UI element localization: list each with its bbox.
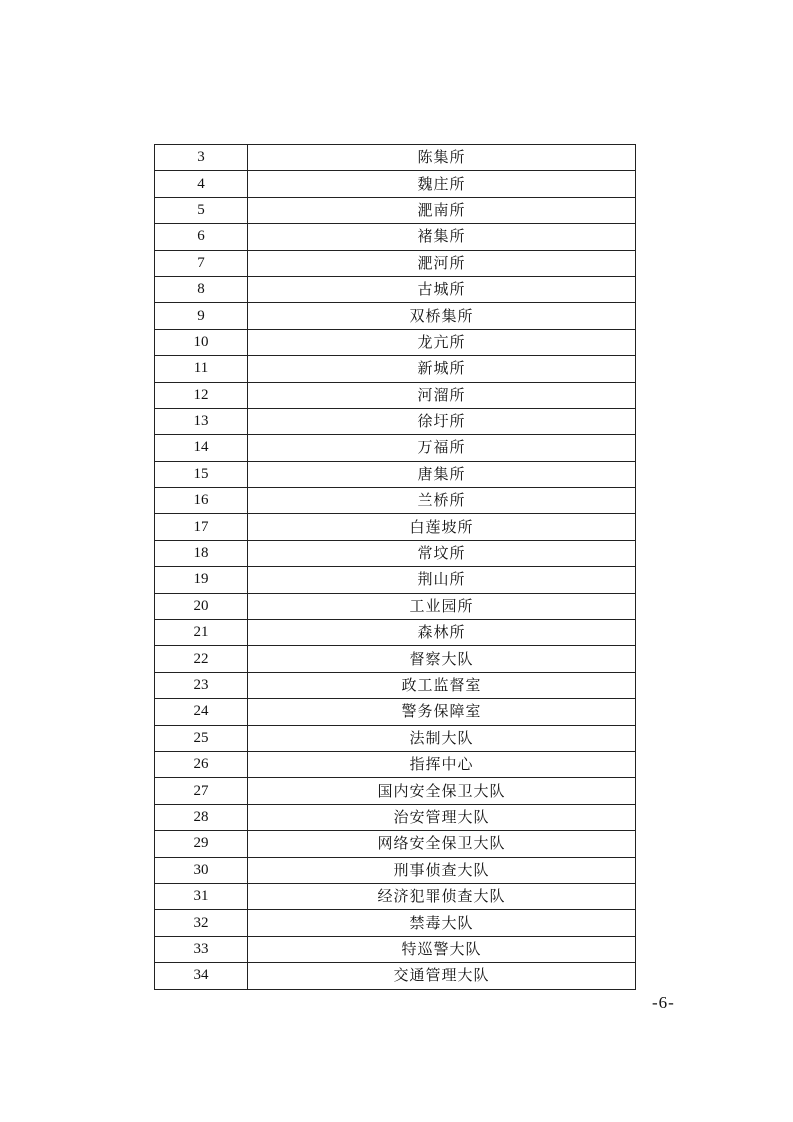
row-number-cell: 9: [155, 303, 248, 329]
table-row: [155, 646, 636, 672]
table-row: [155, 197, 636, 223]
unit-name-cell: 双桥集所: [248, 303, 636, 329]
table-row: [155, 276, 636, 302]
row-number-cell: 25: [155, 725, 248, 751]
row-number-cell: 5: [155, 197, 248, 223]
unit-name-cell: 魏庄所: [248, 171, 636, 197]
unit-name-cell: 万福所: [248, 435, 636, 461]
table-row: [155, 303, 636, 329]
table-row: [155, 883, 636, 909]
table-row: [155, 751, 636, 777]
table-row: [155, 145, 636, 171]
unit-name-cell: 法制大队: [248, 725, 636, 751]
unit-name-cell: 刑事侦查大队: [248, 857, 636, 883]
row-number-cell: 33: [155, 936, 248, 962]
table-row: [155, 936, 636, 962]
row-number-cell: 20: [155, 593, 248, 619]
row-number-cell: 21: [155, 620, 248, 646]
unit-name-cell: 兰桥所: [248, 488, 636, 514]
unit-name-cell: 白莲坡所: [248, 514, 636, 540]
row-number-cell: 14: [155, 435, 248, 461]
unit-name-cell: 指挥中心: [248, 751, 636, 777]
unit-name-cell: 唐集所: [248, 461, 636, 487]
row-number-cell: 22: [155, 646, 248, 672]
unit-table-body: [155, 145, 636, 990]
table-row: [155, 329, 636, 355]
unit-name-cell: 警务保障室: [248, 699, 636, 725]
unit-name-cell: 国内安全保卫大队: [248, 778, 636, 804]
table-row: [155, 699, 636, 725]
row-number-cell: 27: [155, 778, 248, 804]
table-row: [155, 672, 636, 698]
row-number-cell: 11: [155, 356, 248, 382]
row-number-cell: 10: [155, 329, 248, 355]
row-number-cell: 18: [155, 540, 248, 566]
table-row: [155, 488, 636, 514]
table-row: [155, 593, 636, 619]
table-row: [155, 408, 636, 434]
table-row: [155, 620, 636, 646]
unit-table: [154, 144, 636, 990]
table-row: [155, 857, 636, 883]
row-number-cell: 32: [155, 910, 248, 936]
table-row: [155, 778, 636, 804]
row-number-cell: 23: [155, 672, 248, 698]
table-row: [155, 224, 636, 250]
unit-name-cell: 督察大队: [248, 646, 636, 672]
unit-name-cell: 治安管理大队: [248, 804, 636, 830]
unit-name-cell: 河溜所: [248, 382, 636, 408]
row-number-cell: 24: [155, 699, 248, 725]
row-number-cell: 29: [155, 831, 248, 857]
unit-name-cell: 网络安全保卫大队: [248, 831, 636, 857]
row-number-cell: 17: [155, 514, 248, 540]
unit-name-cell: 淝河所: [248, 250, 636, 276]
table-row: [155, 963, 636, 989]
unit-name-cell: 工业园所: [248, 593, 636, 619]
row-number-cell: 7: [155, 250, 248, 276]
table-row: [155, 725, 636, 751]
row-number-cell: 4: [155, 171, 248, 197]
row-number-cell: 28: [155, 804, 248, 830]
row-number-cell: 30: [155, 857, 248, 883]
row-number-cell: 31: [155, 883, 248, 909]
unit-name-cell: 政工监督室: [248, 672, 636, 698]
unit-name-cell: 龙亢所: [248, 329, 636, 355]
table-row: [155, 910, 636, 936]
row-number-cell: 13: [155, 408, 248, 434]
table-row: [155, 435, 636, 461]
page-number: -6-: [652, 993, 675, 1012]
unit-name-cell: 经济犯罪侦查大队: [248, 883, 636, 909]
unit-name-cell: 淝南所: [248, 197, 636, 223]
unit-name-cell: 森林所: [248, 620, 636, 646]
unit-name-cell: 交通管理大队: [248, 963, 636, 989]
table-row: [155, 382, 636, 408]
row-number-cell: 8: [155, 276, 248, 302]
row-number-cell: 6: [155, 224, 248, 250]
row-number-cell: 3: [155, 145, 248, 171]
row-number-cell: 26: [155, 751, 248, 777]
row-number-cell: 16: [155, 488, 248, 514]
row-number-cell: 12: [155, 382, 248, 408]
table-row: [155, 461, 636, 487]
table-row: [155, 831, 636, 857]
table-row: [155, 250, 636, 276]
unit-name-cell: 陈集所: [248, 145, 636, 171]
unit-name-cell: 常坟所: [248, 540, 636, 566]
unit-name-cell: 禁毒大队: [248, 910, 636, 936]
unit-name-cell: 徐圩所: [248, 408, 636, 434]
table-row: [155, 514, 636, 540]
unit-name-cell: 新城所: [248, 356, 636, 382]
unit-name-cell: 古城所: [248, 276, 636, 302]
row-number-cell: 19: [155, 567, 248, 593]
unit-name-cell: 荆山所: [248, 567, 636, 593]
row-number-cell: 15: [155, 461, 248, 487]
unit-name-cell: 褚集所: [248, 224, 636, 250]
row-number-cell: 34: [155, 963, 248, 989]
unit-name-cell: 特巡警大队: [248, 936, 636, 962]
table-row: [155, 804, 636, 830]
table-row: [155, 171, 636, 197]
table-row: [155, 356, 636, 382]
table-row: [155, 540, 636, 566]
table-row: [155, 567, 636, 593]
